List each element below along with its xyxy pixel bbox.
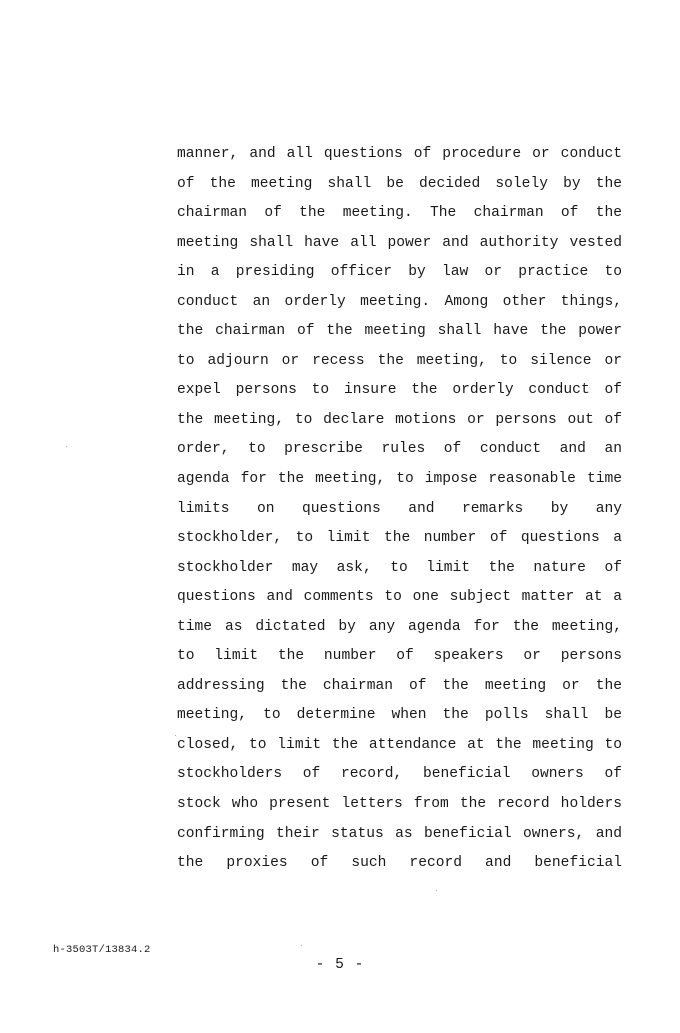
text-line: expel persons to insure the orderly conduct of <box>177 382 622 399</box>
text-line: time as dictated by any agenda for the meeting, <box>177 618 622 635</box>
text-line: the meeting, to declare motions or persons out of <box>177 411 622 428</box>
text-line: the chairman of the meeting shall have the power <box>177 323 622 340</box>
text-line: meeting, to determine when the polls shall be <box>177 707 622 724</box>
text-line: to adjourn or recess the meeting, to silence or <box>177 352 622 369</box>
scan-speck <box>66 446 67 447</box>
text-line: limits on questions and remarks by any <box>177 500 622 517</box>
text-line: stock who present letters from the record holders <box>177 796 622 813</box>
scan-speck <box>175 735 176 736</box>
text-line: the proxies of such record and beneficial <box>177 855 622 872</box>
scan-speck <box>436 890 437 891</box>
text-line: questions and comments to one subject matter at a <box>177 589 622 606</box>
document-id: h-3503T/13834.2 <box>53 944 151 956</box>
text-line: stockholders of record, beneficial owners of <box>177 766 622 783</box>
text-line: meeting shall have all power and authority vested <box>177 234 622 251</box>
body-paragraph <box>177 142 622 881</box>
text-line: stockholder may ask, to limit the nature of <box>177 559 622 576</box>
text-line: closed, to limit the attendance at the meeting to <box>177 736 622 753</box>
text-line: chairman of the meeting. The chairman of the <box>177 205 622 222</box>
text-line: conduct an orderly meeting. Among other things, <box>177 293 622 310</box>
text-line: agenda for the meeting, to impose reasonable time <box>177 471 622 488</box>
text-line: to limit the number of speakers or persons <box>177 648 622 665</box>
text-line: manner, and all questions of procedure or conduct <box>177 146 622 162</box>
text-line: confirming their status as beneficial owners, and <box>177 825 622 842</box>
text-line: in a presiding officer by law or practice to <box>177 264 622 281</box>
text-line: of the meeting shall be decided solely by the <box>177 175 622 192</box>
text-line: order, to prescribe rules of conduct and an <box>177 441 622 458</box>
page-number: - 5 - <box>315 957 365 973</box>
scan-speck <box>301 945 302 946</box>
text-line: addressing the chairman of the meeting or the <box>177 677 622 694</box>
text-line: stockholder, to limit the number of questions a <box>177 530 622 547</box>
